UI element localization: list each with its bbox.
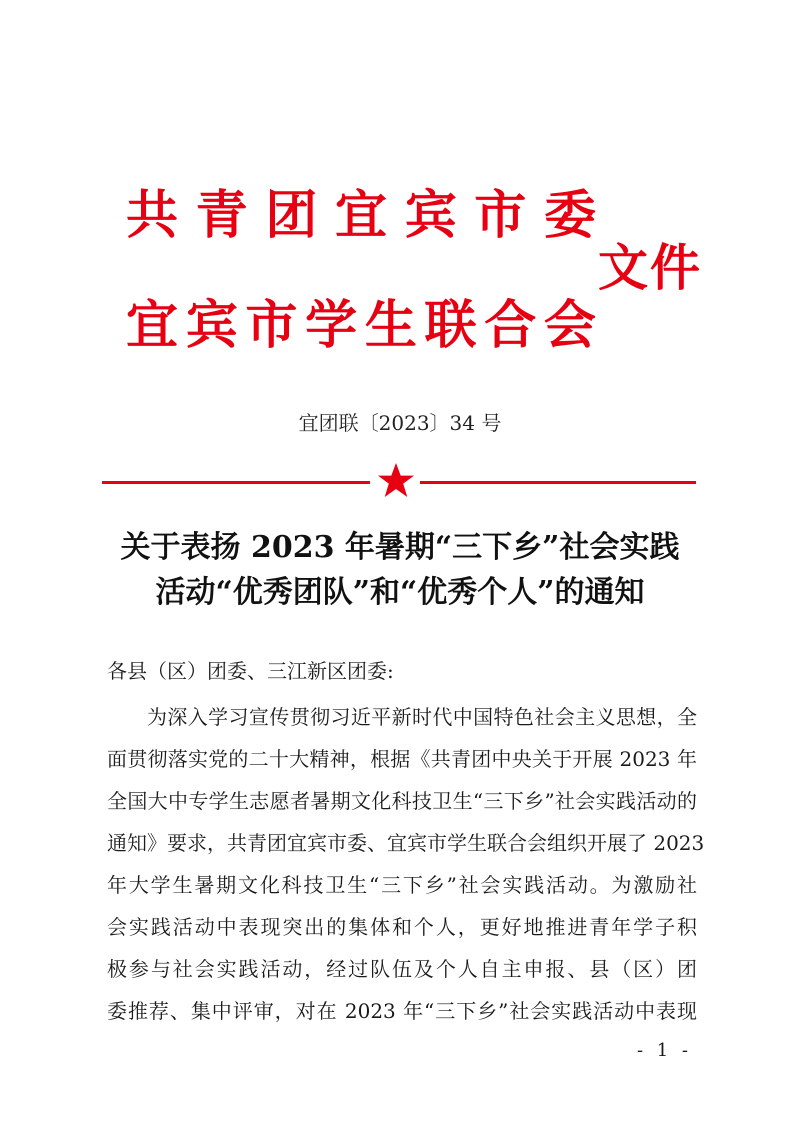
issuer-line-1 xyxy=(126,186,596,246)
issuer-char: 宾 xyxy=(185,296,238,356)
body-line: 会实践活动中表现突出的集体和个人，更好地推进青年学子积 xyxy=(107,915,697,939)
body-line: 全国大中专学生志愿者暑期文化科技卫生“三下乡”社会实践活动的 xyxy=(107,789,697,813)
page-number: - 1 - xyxy=(636,1040,692,1061)
issuer-char: 宜 xyxy=(334,186,387,246)
body-line: 年大学生暑期文化科技卫生“三下乡”社会实践活动。为激励社 xyxy=(107,873,697,897)
issuer-char: 团 xyxy=(265,186,318,246)
issuer-char: 青 xyxy=(195,186,248,246)
salutation: 各县（区）团委、三江新区团委: xyxy=(107,659,394,683)
issuer-char: 生 xyxy=(364,296,417,356)
document-title-line-2: 活动“优秀团队”和“优秀个人”的通知 xyxy=(155,575,645,610)
issuer-line-2 xyxy=(126,296,596,356)
issuer-char: 共 xyxy=(126,186,179,246)
separator-line-left xyxy=(102,481,370,484)
body-line: 通知》要求，共青团宜宾市委、宜宾市学生联合会组织开展了 2023 xyxy=(107,831,705,855)
red-star-icon xyxy=(376,461,416,501)
body-line: 为深入学习宣传贯彻习近平新时代中国特色社会主义思想，全 xyxy=(147,705,697,729)
issuer-char: 宾 xyxy=(404,186,457,246)
document-number: 宜团联〔2023〕34 号 xyxy=(298,411,502,435)
issuer-char: 市 xyxy=(474,186,527,246)
body-paragraph xyxy=(107,700,705,1036)
issuer-char: 市 xyxy=(245,296,298,356)
issuer-char: 会 xyxy=(543,296,596,356)
issuer-char: 合 xyxy=(484,296,537,356)
issuer-char: 宜 xyxy=(126,296,179,356)
document-title-line-1: 关于表扬 2023 年暑期“三下乡”社会实践 xyxy=(120,530,680,565)
body-line: 面贯彻落实党的二十大精神，根据《共青团中央关于开展 2023 年 xyxy=(107,747,697,771)
separator-line-right xyxy=(420,481,696,484)
body-line: 极参与社会实践活动，经过队伍及个人自主申报、县（区）团 xyxy=(107,957,697,981)
document-suffix: 文件 xyxy=(598,239,702,297)
body-line: 委推荐、集中评审，对在 2023 年“三下乡”社会实践活动中表现 xyxy=(107,999,697,1023)
issuer-char: 委 xyxy=(543,186,596,246)
issuer-char: 学 xyxy=(305,296,358,356)
issuer-char: 联 xyxy=(424,296,477,356)
